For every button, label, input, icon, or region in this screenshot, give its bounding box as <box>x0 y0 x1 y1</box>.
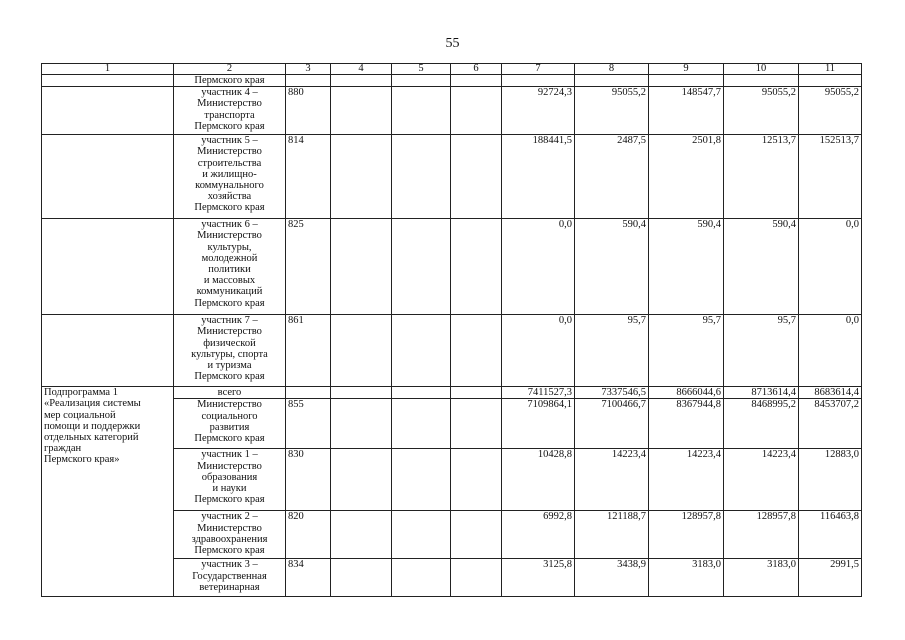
cell-program <box>42 219 174 315</box>
cell-value-col-8: 95,7 <box>575 315 649 387</box>
text-line: физической <box>203 337 256 349</box>
text-line: ветеринарная <box>199 581 260 593</box>
cell-value-col-9: 148547,7 <box>649 87 724 135</box>
cell-value-col-9: 8666044,6 <box>649 387 724 399</box>
column-header-5: 5 <box>392 64 451 75</box>
table-row <box>42 87 862 135</box>
cell-value-col-7: 6992,8 <box>502 511 575 559</box>
cell-empty-col-5 <box>392 559 451 597</box>
cell-value-col-10: 8713614,4 <box>724 387 799 399</box>
text-line: участник 6 – <box>201 219 258 231</box>
cell-empty-col-6 <box>451 87 502 135</box>
cell-program <box>42 315 174 387</box>
cell-value-col-9: 8367944,8 <box>649 399 724 449</box>
text-line: Министерство <box>197 399 262 411</box>
text-line: Пермского края <box>194 433 265 445</box>
text-line: строительства <box>197 157 262 169</box>
column-header-9: 9 <box>649 64 724 75</box>
text-line: участник 2 – <box>201 511 258 523</box>
cell-value-col-8: 7100466,7 <box>575 399 649 449</box>
cell-value-col-10: 95,7 <box>724 315 799 387</box>
cell-empty-col-4 <box>331 387 392 399</box>
cell-empty-col-4 <box>331 449 392 511</box>
column-header-4: 4 <box>331 64 392 75</box>
cell-code: 814 <box>286 135 331 219</box>
text-line: политики <box>208 264 251 276</box>
cell-empty-col-5 <box>392 87 451 135</box>
column-header-3: 3 <box>286 64 331 75</box>
cell-empty-col-6 <box>451 219 502 315</box>
text-line: мер социальной <box>44 409 116 421</box>
cell-value-col-11: 8683614,4 <box>799 387 862 399</box>
cell-empty-col-6 <box>451 511 502 559</box>
cell-empty-col-6 <box>451 315 502 387</box>
text-line: Подпрограмма 1 <box>44 387 118 399</box>
text-line: участник 5 – <box>201 135 258 147</box>
cell-code: 830 <box>286 449 331 511</box>
cell-value-col-11 <box>799 75 862 87</box>
cell-value-col-10 <box>724 75 799 87</box>
cell-participant <box>174 387 286 399</box>
cell-empty-col-4 <box>331 135 392 219</box>
cell-value-col-11: 0,0 <box>799 219 862 315</box>
cell-value-col-9: 14223,4 <box>649 449 724 511</box>
text-line: Пермского края <box>194 297 265 309</box>
cell-empty-col-5 <box>392 75 451 87</box>
cell-participant <box>174 449 286 511</box>
text-line: транспорта <box>204 109 255 121</box>
text-line: и науки <box>212 483 247 495</box>
text-line: Пермского края <box>194 371 265 383</box>
cell-value-col-8: 590,4 <box>575 219 649 315</box>
cell-value-col-8: 3438,9 <box>575 559 649 597</box>
cell-empty-col-5 <box>392 219 451 315</box>
cell-code: 861 <box>286 315 331 387</box>
cell-value-col-7: 3125,8 <box>502 559 575 597</box>
column-header-2: 2 <box>174 64 286 75</box>
text-line: Министерство <box>197 146 262 158</box>
cell-value-col-10: 590,4 <box>724 219 799 315</box>
table-row <box>42 135 862 219</box>
cell-program <box>42 135 174 219</box>
cell-value-col-11: 8453707,2 <box>799 399 862 449</box>
cell-empty-col-4 <box>331 87 392 135</box>
cell-code <box>286 387 331 399</box>
cell-participant <box>174 75 286 87</box>
text-line: культуры, <box>207 241 252 253</box>
table-row <box>42 315 862 387</box>
text-line: Пермского края» <box>44 454 120 466</box>
text-line: участник 4 – <box>201 87 258 99</box>
cell-value-col-8: 14223,4 <box>575 449 649 511</box>
cell-subprogram-name <box>42 387 174 597</box>
cell-empty-col-6 <box>451 387 502 399</box>
cell-empty-col-6 <box>451 559 502 597</box>
text-line: здравоохранения <box>191 533 268 545</box>
cell-value-col-7: 0,0 <box>502 219 575 315</box>
cell-value-col-10: 14223,4 <box>724 449 799 511</box>
cell-value-col-11: 116463,8 <box>799 511 862 559</box>
text-line: всего <box>217 387 242 399</box>
column-header-8: 8 <box>575 64 649 75</box>
cell-code: 834 <box>286 559 331 597</box>
cell-value-col-7: 7109864,1 <box>502 399 575 449</box>
table-row <box>42 387 862 399</box>
text-line: участник 3 – <box>201 559 258 571</box>
cell-value-col-7: 92724,3 <box>502 87 575 135</box>
cell-value-col-8: 95055,2 <box>575 87 649 135</box>
cell-empty-col-6 <box>451 449 502 511</box>
text-line: развития <box>209 421 250 433</box>
text-line: отдельных категорий <box>44 432 139 444</box>
cell-empty-col-5 <box>392 449 451 511</box>
text-line: Министерство <box>197 522 262 534</box>
cell-code: 825 <box>286 219 331 315</box>
cell-empty-col-4 <box>331 315 392 387</box>
text-line: участник 7 – <box>201 315 258 327</box>
text-line: молодежной <box>201 252 258 264</box>
text-line: Пермского края <box>194 75 265 86</box>
cell-empty-col-5 <box>392 387 451 399</box>
cell-empty-col-5 <box>392 399 451 449</box>
cell-participant <box>174 315 286 387</box>
cell-value-col-7: 188441,5 <box>502 135 575 219</box>
cell-participant <box>174 399 286 449</box>
cell-value-col-8: 121188,7 <box>575 511 649 559</box>
cell-value-col-10: 3183,0 <box>724 559 799 597</box>
budget-table <box>41 63 862 597</box>
cell-empty-col-5 <box>392 135 451 219</box>
cell-value-col-9: 3183,0 <box>649 559 724 597</box>
cell-value-col-10: 128957,8 <box>724 511 799 559</box>
cell-participant <box>174 559 286 597</box>
cell-value-col-11: 95055,2 <box>799 87 862 135</box>
cell-value-col-11: 2991,5 <box>799 559 862 597</box>
text-line: Пермского края <box>194 120 265 132</box>
cell-value-col-9: 590,4 <box>649 219 724 315</box>
cell-code: 880 <box>286 87 331 135</box>
page-number: 55 <box>445 36 460 51</box>
column-header-10: 10 <box>724 64 799 75</box>
cell-code: 820 <box>286 511 331 559</box>
text-line: «Реализация системы <box>44 398 141 410</box>
cell-value-col-8: 2487,5 <box>575 135 649 219</box>
table-row <box>42 75 862 87</box>
cell-empty-col-4 <box>331 75 392 87</box>
cell-value-col-9: 2501,8 <box>649 135 724 219</box>
text-line: Министерство <box>197 326 262 338</box>
text-line: Министерство <box>197 230 262 242</box>
cell-value-col-11: 152513,7 <box>799 135 862 219</box>
cell-value-col-7 <box>502 75 575 87</box>
text-line: граждан <box>44 443 82 455</box>
text-line: Пермского края <box>194 494 265 506</box>
cell-program <box>42 75 174 87</box>
cell-value-col-11: 0,0 <box>799 315 862 387</box>
cell-empty-col-6 <box>451 399 502 449</box>
text-line: Министерство <box>197 460 262 472</box>
cell-value-col-10: 12513,7 <box>724 135 799 219</box>
cell-participant <box>174 87 286 135</box>
cell-participant <box>174 511 286 559</box>
cell-empty-col-5 <box>392 511 451 559</box>
cell-code <box>286 75 331 87</box>
cell-value-col-11: 12883,0 <box>799 449 862 511</box>
text-line: коммуникаций <box>196 286 263 298</box>
text-line: Государственная <box>192 570 267 582</box>
table-header-row <box>42 64 862 75</box>
cell-value-col-7: 7411527,3 <box>502 387 575 399</box>
column-header-1: 1 <box>42 64 174 75</box>
text-line: Пермского края <box>194 545 265 557</box>
cell-participant <box>174 219 286 315</box>
text-line: и туризма <box>207 360 252 372</box>
text-line: образования <box>201 471 258 483</box>
cell-value-col-8 <box>575 75 649 87</box>
cell-value-col-9: 95,7 <box>649 315 724 387</box>
column-header-7: 7 <box>502 64 575 75</box>
text-line: и жилищно- <box>202 168 257 180</box>
cell-empty-col-6 <box>451 135 502 219</box>
cell-participant <box>174 135 286 219</box>
cell-value-col-9: 128957,8 <box>649 511 724 559</box>
cell-value-col-8: 7337546,5 <box>575 387 649 399</box>
cell-value-col-10: 95055,2 <box>724 87 799 135</box>
text-line: Пермского края <box>194 202 265 214</box>
text-line: Министерство <box>197 98 262 110</box>
column-header-11: 11 <box>799 64 862 75</box>
table-row <box>42 219 862 315</box>
cell-value-col-7: 10428,8 <box>502 449 575 511</box>
text-line: участник 1 – <box>201 449 258 461</box>
cell-code: 855 <box>286 399 331 449</box>
text-line: культуры, спорта <box>191 348 268 360</box>
cell-empty-col-4 <box>331 559 392 597</box>
text-line: хозяйства <box>207 191 252 203</box>
cell-value-col-9 <box>649 75 724 87</box>
cell-empty-col-4 <box>331 399 392 449</box>
cell-value-col-7: 0,0 <box>502 315 575 387</box>
cell-empty-col-6 <box>451 75 502 87</box>
text-line: и массовых <box>203 275 256 287</box>
column-header-6: 6 <box>451 64 502 75</box>
cell-program <box>42 87 174 135</box>
text-line: социального <box>201 410 258 422</box>
cell-empty-col-4 <box>331 219 392 315</box>
cell-value-col-10: 8468995,2 <box>724 399 799 449</box>
cell-empty-col-4 <box>331 511 392 559</box>
cell-empty-col-5 <box>392 315 451 387</box>
text-line: помощи и поддержки <box>44 420 141 432</box>
text-line: коммунального <box>195 180 264 192</box>
